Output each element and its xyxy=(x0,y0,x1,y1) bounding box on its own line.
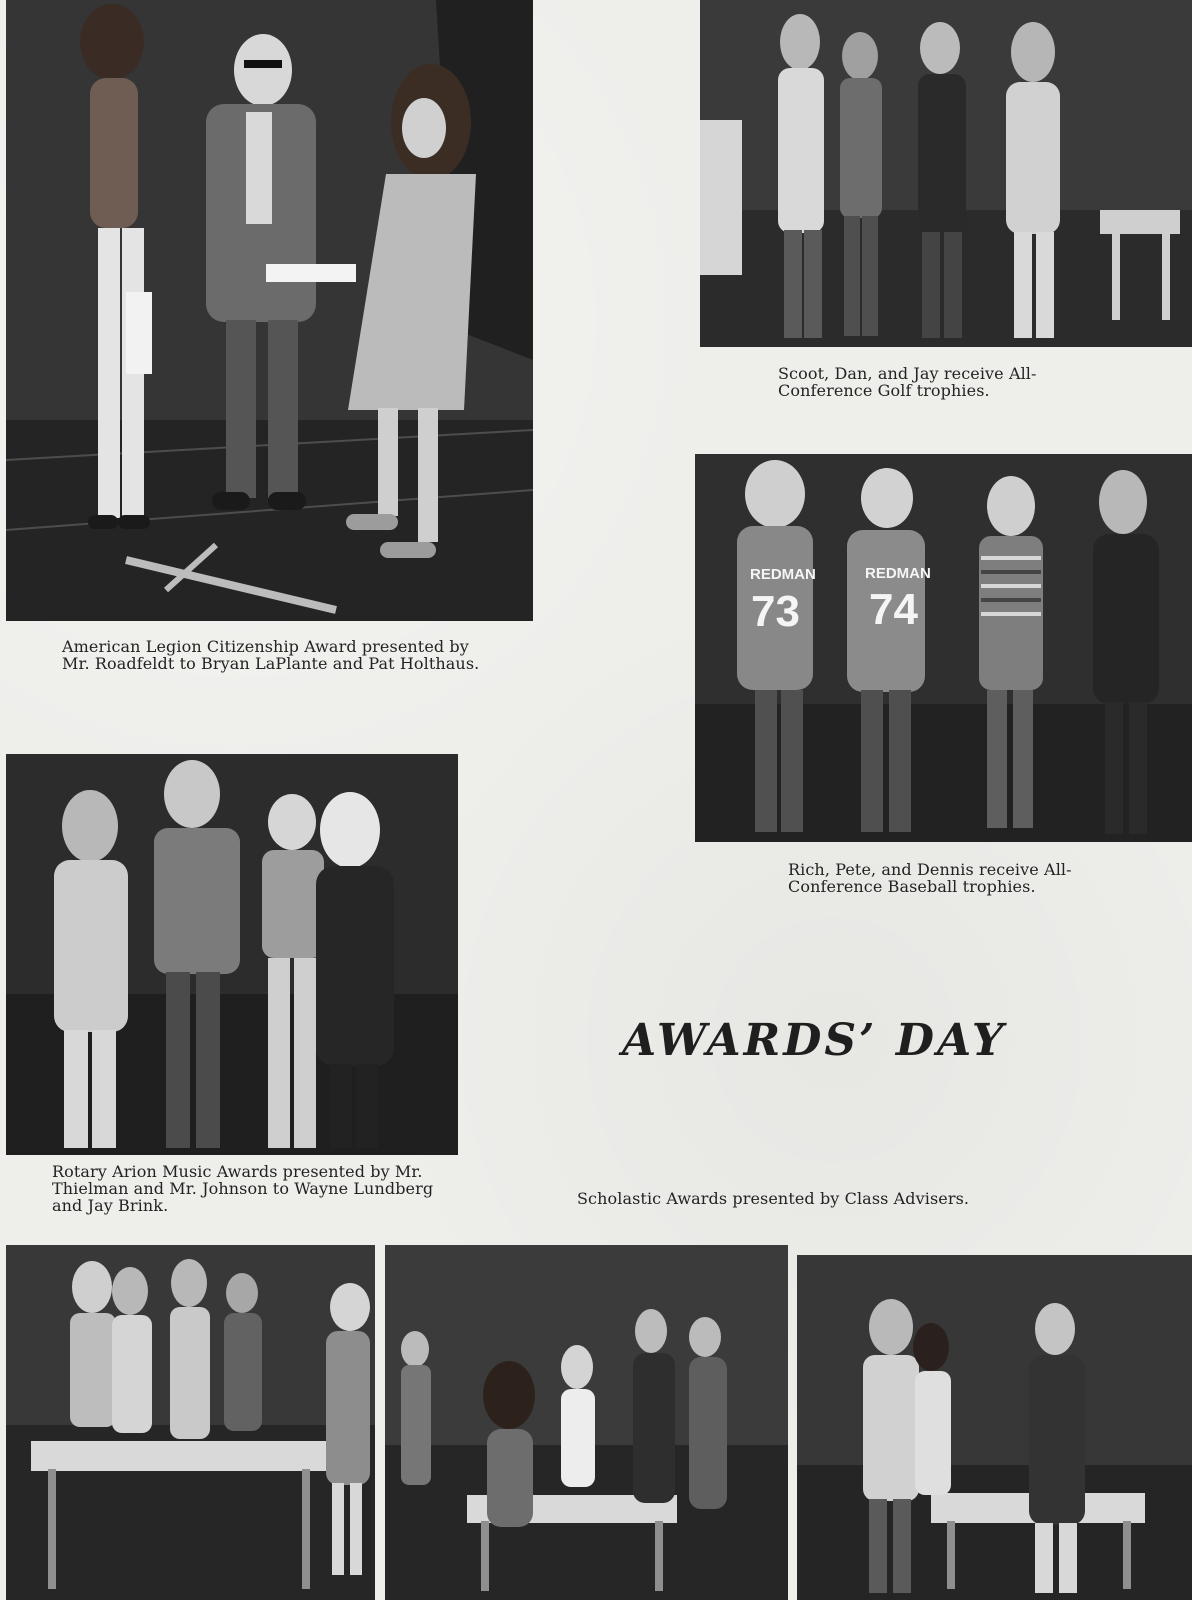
golf-award-photo xyxy=(700,0,1192,347)
page-title: AWARDS’ DAY xyxy=(622,1015,1007,1066)
jersey-text-74: REDMAN xyxy=(865,565,931,582)
scholastic-center-girl xyxy=(483,1361,535,1527)
scholastic-photo-right-art xyxy=(797,1255,1192,1600)
baseball-caption: Rich, Pete, and Dennis receive All-Conference Baseball trophies. xyxy=(788,860,1072,896)
scholastic-photo-right xyxy=(797,1255,1192,1600)
scholastic-photo-left xyxy=(6,1245,375,1600)
scholastic-photo-center xyxy=(385,1245,788,1600)
golf-award-photo-art xyxy=(700,0,1192,347)
scholastic-photo-left-art xyxy=(6,1245,375,1600)
page-number: 74 xyxy=(594,1498,610,1514)
scholastic-left-student-1 xyxy=(70,1261,116,1427)
music-award-photo-art xyxy=(6,754,458,1155)
baseball-award-photo-art xyxy=(695,454,1192,842)
jersey-number-73: 73 xyxy=(751,587,800,636)
scholastic-center-student xyxy=(561,1345,595,1487)
scholastic-photo-center-art xyxy=(385,1245,788,1600)
scholastic-caption: Scholastic Awards presented by Class Advisers. xyxy=(577,1189,970,1208)
scholastic-left-student-2 xyxy=(112,1267,152,1433)
citizenship-award-caption: American Legion Citizenship Award presented by Mr. Roadfeldt to Bryan LaPlante and Pat Holthaus. xyxy=(62,637,480,673)
scholastic-left-student-4 xyxy=(224,1273,262,1431)
citizenship-award-photo xyxy=(6,0,533,621)
scholastic-center-person-left xyxy=(401,1331,431,1485)
golf-caption: Scoot, Dan, and Jay receive All-Conference Golf trophies. xyxy=(778,364,1037,400)
scholastic-right-girl xyxy=(913,1323,951,1495)
music-award-photo xyxy=(6,754,458,1155)
jersey-number-74: 74 xyxy=(869,585,918,634)
citizenship-award-photo-art xyxy=(6,0,533,621)
scholastic-left-student-3 xyxy=(170,1259,210,1439)
music-caption: Rotary Arion Music Awards presented by Mr. Thielman and Mr. Johnson to Wayne Lundberg and Jay Brink. xyxy=(52,1162,434,1215)
jersey-text-73: REDMAN xyxy=(750,566,816,583)
baseball-award-photo xyxy=(695,454,1192,842)
